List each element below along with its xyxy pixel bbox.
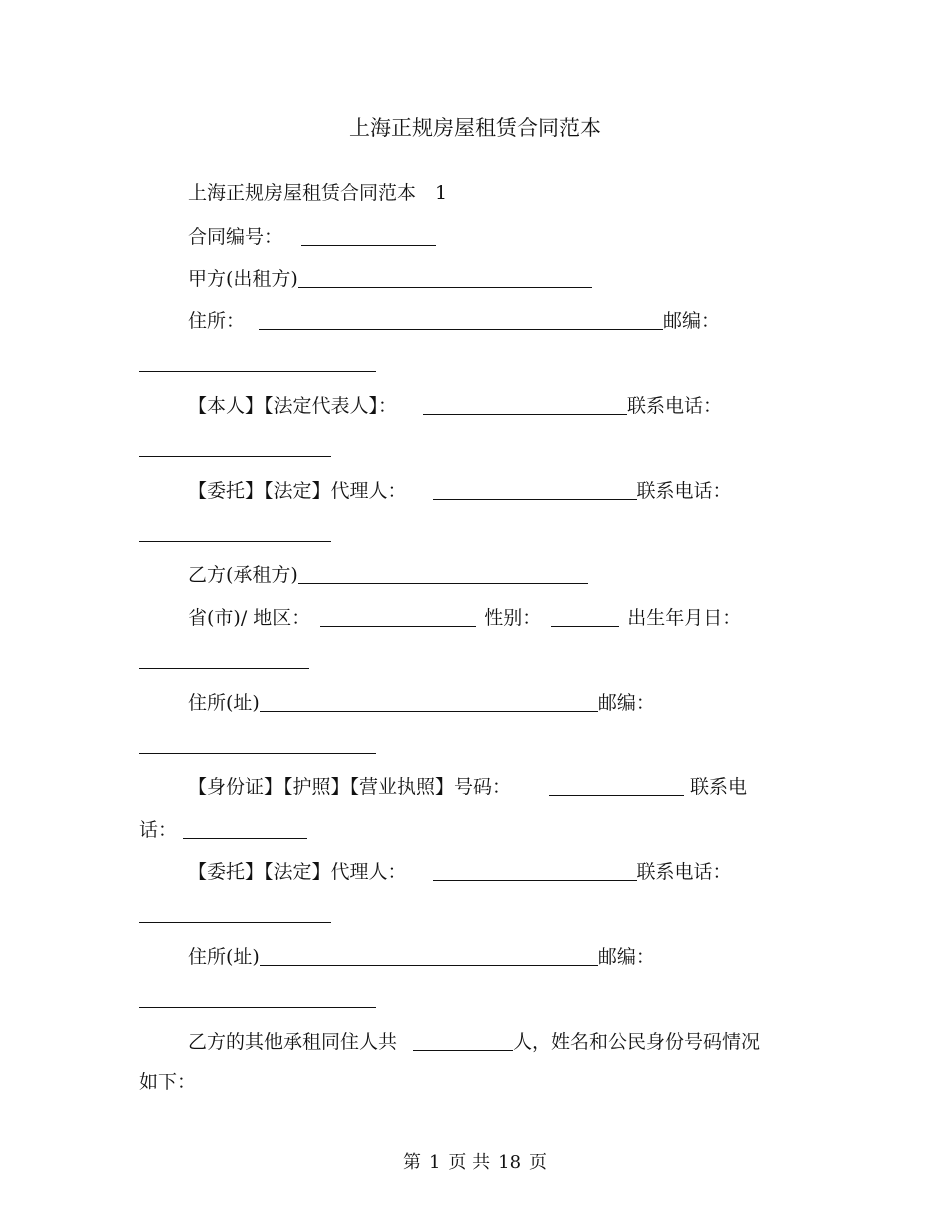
party-b-agent-address-blank bbox=[260, 946, 598, 966]
party-b-phone-label: 联系电 bbox=[690, 776, 748, 798]
cohabitant-count-blank bbox=[413, 1031, 513, 1051]
birthdate-line bbox=[139, 649, 309, 670]
party-a-representative-label: 【本人】【法定代表人】： bbox=[188, 395, 398, 417]
cohabitant-continuation: 如下： bbox=[139, 1071, 197, 1093]
party-a-label: 甲方(出租方) bbox=[188, 268, 298, 290]
footer-mid: 页 共 bbox=[448, 1152, 491, 1173]
province-label: 省(市)/ 地区： bbox=[188, 607, 311, 629]
party-a-agent-phone-label: 联系电话： bbox=[636, 480, 732, 502]
footer-page-number: 1 bbox=[428, 1152, 441, 1173]
party-a-agent-phone-line bbox=[139, 522, 331, 543]
party-a-agent-line bbox=[188, 480, 732, 501]
party-b-agent-postcode-line bbox=[139, 988, 376, 1009]
document-title: 上海正规房屋租赁合同范本 bbox=[349, 116, 601, 140]
party-b-agent-address-line bbox=[188, 946, 655, 967]
party-b-phone-label-wrap: 话： bbox=[139, 819, 178, 841]
party-b-agent-blank bbox=[433, 861, 637, 881]
footer-suffix: 页 bbox=[529, 1152, 548, 1173]
province-blank bbox=[320, 607, 476, 627]
party-b-phone-line bbox=[139, 819, 307, 840]
party-b-agent-phone-line bbox=[139, 903, 331, 924]
party-b-blank bbox=[298, 564, 588, 584]
party-b-id-line bbox=[188, 776, 747, 797]
party-b-postcode-label: 邮编： bbox=[597, 692, 655, 714]
party-a-phone-label: 联系电话： bbox=[627, 395, 723, 417]
footer-prefix: 第 bbox=[402, 1152, 421, 1173]
party-a-address-blank bbox=[259, 310, 663, 330]
contract-number-blank bbox=[301, 226, 436, 246]
party-a-address-label: 住所： bbox=[188, 310, 246, 332]
party-b-phone-blank bbox=[183, 819, 307, 839]
party-b-address-line bbox=[188, 692, 655, 713]
party-a-postcode-line bbox=[139, 352, 376, 373]
party-a-address-line bbox=[188, 310, 720, 331]
party-b-line bbox=[188, 564, 588, 585]
birthdate-blank bbox=[139, 649, 309, 669]
id-number-blank bbox=[549, 776, 684, 796]
party-a-postcode-blank bbox=[139, 352, 376, 372]
gender-label: 性别： bbox=[484, 607, 542, 629]
gender-blank bbox=[551, 607, 619, 627]
cohabitant-text: 人，姓名和公民身份号码情况 bbox=[513, 1031, 761, 1053]
party-a-representative-blank bbox=[423, 395, 627, 415]
party-a-phone-blank bbox=[139, 437, 331, 457]
party-b-postcode-blank bbox=[139, 734, 376, 754]
party-b-agent-postcode-label: 邮编： bbox=[597, 946, 655, 968]
cohabitant-label: 乙方的其他承租同住人共 bbox=[188, 1031, 398, 1053]
contract-number-line bbox=[188, 226, 436, 247]
party-b-address-blank bbox=[260, 692, 598, 712]
party-b-agent-phone-label: 联系电话： bbox=[636, 861, 732, 883]
party-a-agent-blank bbox=[433, 480, 637, 500]
party-b-agent-phone-blank bbox=[139, 903, 331, 923]
party-a-representative-line bbox=[188, 395, 722, 416]
cohabitant-line bbox=[188, 1031, 760, 1052]
page-footer bbox=[0, 1154, 950, 1172]
footer-page-total: 18 bbox=[498, 1152, 522, 1173]
party-a-blank bbox=[298, 268, 592, 288]
party-a-agent-phone-blank bbox=[139, 522, 331, 542]
party-b-agent-postcode-blank bbox=[139, 988, 376, 1008]
party-b-agent-address-label: 住所(址) bbox=[188, 946, 260, 968]
party-b-address-label: 住所(址) bbox=[188, 692, 260, 714]
party-b-label: 乙方(承租方) bbox=[188, 564, 298, 586]
party-b-agent-line bbox=[188, 861, 732, 882]
party-a-line bbox=[188, 268, 592, 289]
contract-number-label: 合同编号： bbox=[188, 226, 284, 248]
party-a-phone-line bbox=[139, 437, 331, 458]
id-number-label: 【身份证】【护照】【营业执照】号码： bbox=[188, 776, 512, 798]
party-b-agent-label: 【委托】【法定】代理人： bbox=[188, 861, 407, 883]
party-b-postcode-line bbox=[139, 734, 376, 755]
birthdate-label: 出生年月日： bbox=[627, 607, 742, 629]
party-b-region-line bbox=[188, 607, 741, 628]
party-a-postcode-label: 邮编： bbox=[663, 310, 721, 332]
party-a-agent-label: 【委托】【法定】代理人： bbox=[188, 480, 407, 502]
section-heading: 上海正规房屋租赁合同范本 1 bbox=[188, 182, 448, 204]
